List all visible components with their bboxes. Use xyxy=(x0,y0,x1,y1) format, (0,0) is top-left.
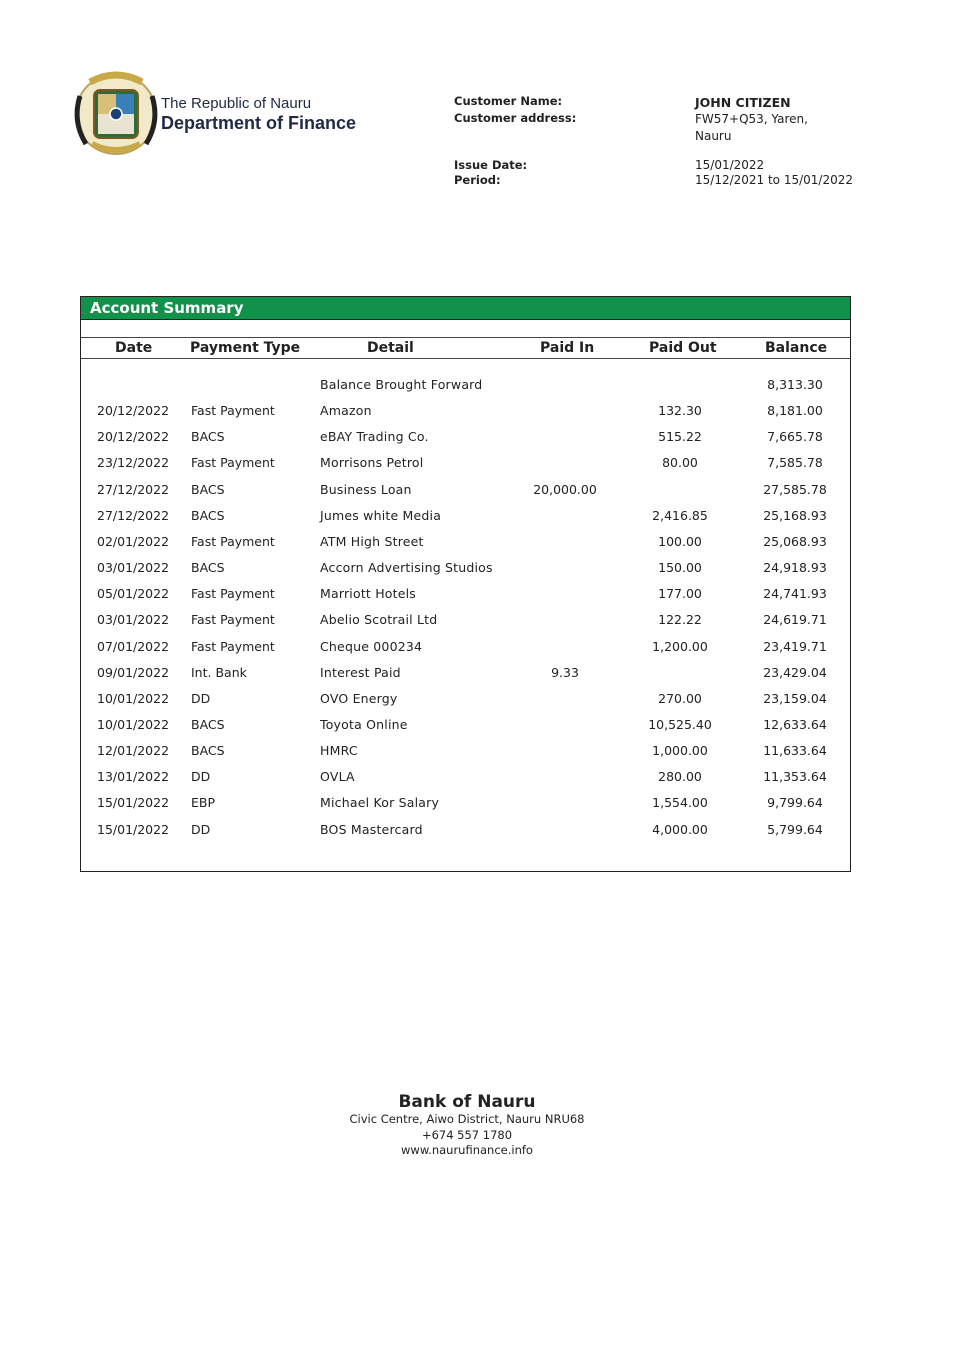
bank-address: Civic Centre, Aiwo District, Nauru NRU68 xyxy=(349,1112,585,1126)
row-detail: Cheque 000234 xyxy=(320,638,423,654)
issue-date-label: Issue Date: xyxy=(454,158,528,172)
table-row xyxy=(81,482,850,508)
row-balance: 24,918.93 xyxy=(763,560,827,576)
department-heading xyxy=(161,95,356,134)
table-row xyxy=(81,586,850,612)
coat-of-arms-icon xyxy=(70,66,162,158)
table-row xyxy=(81,377,850,403)
row-date: 15/01/2022 xyxy=(97,821,170,837)
row-date: 03/01/2022 xyxy=(97,560,170,576)
row-payment-type: DD xyxy=(191,821,211,837)
row-balance: 23,159.04 xyxy=(763,690,827,706)
row-paid-in: 9.33 xyxy=(551,664,579,680)
row-detail: Amazon xyxy=(320,403,372,419)
table-row xyxy=(81,822,850,848)
row-payment-type: BACS xyxy=(191,481,225,497)
table-row xyxy=(81,639,850,665)
row-payment-type: Fast Payment xyxy=(191,638,275,654)
row-paid-out: 132.30 xyxy=(658,403,702,419)
row-date: 15/01/2022 xyxy=(97,795,170,811)
row-balance: 25,168.93 xyxy=(763,507,827,523)
table-row xyxy=(81,743,850,769)
row-date: 03/01/2022 xyxy=(97,612,170,628)
row-detail: OVO Energy xyxy=(320,690,398,706)
row-date: 05/01/2022 xyxy=(97,586,170,602)
row-payment-type: Int. Bank xyxy=(191,664,247,680)
row-date: 09/01/2022 xyxy=(97,664,170,680)
row-balance: 12,633.64 xyxy=(763,716,827,732)
row-paid-out: 1,554.00 xyxy=(652,795,708,811)
bank-phone: +674 557 1780 xyxy=(421,1127,513,1142)
table-row xyxy=(81,534,850,560)
row-date: 20/12/2022 xyxy=(97,429,170,445)
row-balance: 25,068.93 xyxy=(763,533,827,549)
row-payment-type: EBP xyxy=(191,795,216,811)
row-paid-out: 270.00 xyxy=(658,690,702,706)
row-detail: Abelio Scotrail Ltd xyxy=(320,612,438,628)
row-date: 07/01/2022 xyxy=(97,638,170,654)
row-paid-in: 20,000.00 xyxy=(533,481,597,497)
table-row xyxy=(81,508,850,534)
customer-name: JOHN CITIZEN xyxy=(695,95,791,110)
row-detail: OVLA xyxy=(320,769,355,785)
row-date: 10/01/2022 xyxy=(97,690,170,706)
row-payment-type: DD xyxy=(191,769,211,785)
col-detail: Detail xyxy=(367,340,414,356)
table-row xyxy=(81,795,850,821)
row-detail: Balance Brought Forward xyxy=(320,377,483,392)
row-detail: Interest Paid xyxy=(320,664,401,680)
row-balance: 24,741.93 xyxy=(763,586,827,602)
row-balance: 8,313.30 xyxy=(767,377,823,392)
row-payment-type: BACS xyxy=(191,743,225,759)
row-balance: 27,585.78 xyxy=(763,481,827,497)
bank-website: www.naurufinance.info xyxy=(401,1143,533,1157)
customer-address-label: Customer address: xyxy=(454,111,577,125)
row-date: 10/01/2022 xyxy=(97,716,170,732)
row-paid-out: 100.00 xyxy=(658,533,702,549)
row-balance: 9,799.64 xyxy=(767,795,823,811)
row-paid-out: 177.00 xyxy=(658,586,702,602)
row-balance: 23,429.04 xyxy=(763,664,827,680)
row-detail: BOS Mastercard xyxy=(320,821,423,837)
republic-name: The Republic of Nauru xyxy=(161,95,312,112)
table-row xyxy=(81,455,850,481)
row-date: 13/01/2022 xyxy=(97,769,170,785)
row-balance: 7,665.78 xyxy=(767,429,823,445)
table-row xyxy=(81,769,850,795)
row-detail: Business Loan xyxy=(320,481,412,497)
row-detail: ATM High Street xyxy=(320,533,424,549)
customer-name-label: Customer Name: xyxy=(454,94,563,108)
row-detail: Toyota Online xyxy=(320,716,408,732)
row-paid-out: 122.22 xyxy=(658,612,702,628)
row-balance: 24,619.71 xyxy=(763,612,827,628)
row-date: 02/01/2022 xyxy=(97,533,170,549)
table-row xyxy=(81,612,850,638)
row-payment-type: BACS xyxy=(191,560,225,576)
row-detail: eBAY Trading Co. xyxy=(320,429,429,445)
customer-address-line1: FW57+Q53, Yaren, xyxy=(695,112,808,126)
row-paid-out: 150.00 xyxy=(658,560,702,576)
table-header xyxy=(81,338,850,359)
row-date: 20/12/2022 xyxy=(97,403,170,419)
statement-period: 15/12/2021 to 15/01/2022 xyxy=(695,173,854,187)
row-balance: 7,585.78 xyxy=(767,455,823,471)
row-detail: Michael Kor Salary xyxy=(320,795,440,811)
row-paid-out: 280.00 xyxy=(658,769,702,785)
department-name: Department of Finance xyxy=(161,113,357,133)
bank-footer xyxy=(300,1092,634,1159)
row-paid-out: 4,000.00 xyxy=(652,821,708,837)
row-detail: Accorn Advertising Studios xyxy=(320,560,493,576)
row-paid-out: 1,000.00 xyxy=(652,743,708,759)
row-paid-out: 515.22 xyxy=(658,429,702,445)
row-date: 27/12/2022 xyxy=(97,507,170,523)
row-payment-type: Fast Payment xyxy=(191,612,275,628)
row-balance: 8,181.00 xyxy=(767,403,823,419)
bank-name: Bank of Nauru xyxy=(398,1092,536,1112)
period-label: Period: xyxy=(454,173,501,187)
col-balance: Balance xyxy=(765,340,828,356)
row-date: 12/01/2022 xyxy=(97,743,170,759)
customer-address-line2: Nauru xyxy=(695,129,732,143)
row-paid-out: 1,200.00 xyxy=(652,638,708,654)
row-payment-type: BACS xyxy=(191,507,225,523)
row-balance: 5,799.64 xyxy=(767,821,823,837)
table-row xyxy=(81,717,850,743)
row-payment-type: BACS xyxy=(191,716,225,732)
table-row xyxy=(81,691,850,717)
row-payment-type: Fast Payment xyxy=(191,533,275,549)
row-payment-type: DD xyxy=(191,690,211,706)
row-detail: Morrisons Petrol xyxy=(320,455,424,471)
col-paid-out: Paid Out xyxy=(649,340,717,356)
account-summary-panel xyxy=(80,296,851,872)
row-payment-type: Fast Payment xyxy=(191,403,275,419)
col-date: Date xyxy=(115,340,153,356)
row-detail: Jumes white Media xyxy=(320,507,442,523)
issue-date: 15/01/2022 xyxy=(695,158,765,172)
row-date: 27/12/2022 xyxy=(97,481,170,497)
row-date: 23/12/2022 xyxy=(97,455,170,471)
row-payment-type: Fast Payment xyxy=(191,586,275,602)
row-balance: 11,633.64 xyxy=(763,743,827,759)
account-summary-title: Account Summary xyxy=(81,297,850,320)
table-row xyxy=(81,665,850,691)
col-payment-type: Payment Type xyxy=(190,340,301,356)
row-payment-type: BACS xyxy=(191,429,225,445)
row-balance: 23,419.71 xyxy=(763,638,827,654)
table-row xyxy=(81,403,850,429)
row-payment-type: Fast Payment xyxy=(191,455,275,471)
row-detail: HMRC xyxy=(320,743,358,759)
table-row xyxy=(81,560,850,586)
col-paid-in: Paid In xyxy=(540,340,595,356)
table-row xyxy=(81,429,850,455)
summary-spacer xyxy=(81,320,850,338)
row-paid-out: 80.00 xyxy=(662,455,698,471)
row-detail: Marriott Hotels xyxy=(320,586,417,602)
row-paid-out: 10,525.40 xyxy=(648,716,712,732)
row-balance: 11,353.64 xyxy=(763,769,827,785)
row-paid-out: 2,416.85 xyxy=(652,507,708,523)
